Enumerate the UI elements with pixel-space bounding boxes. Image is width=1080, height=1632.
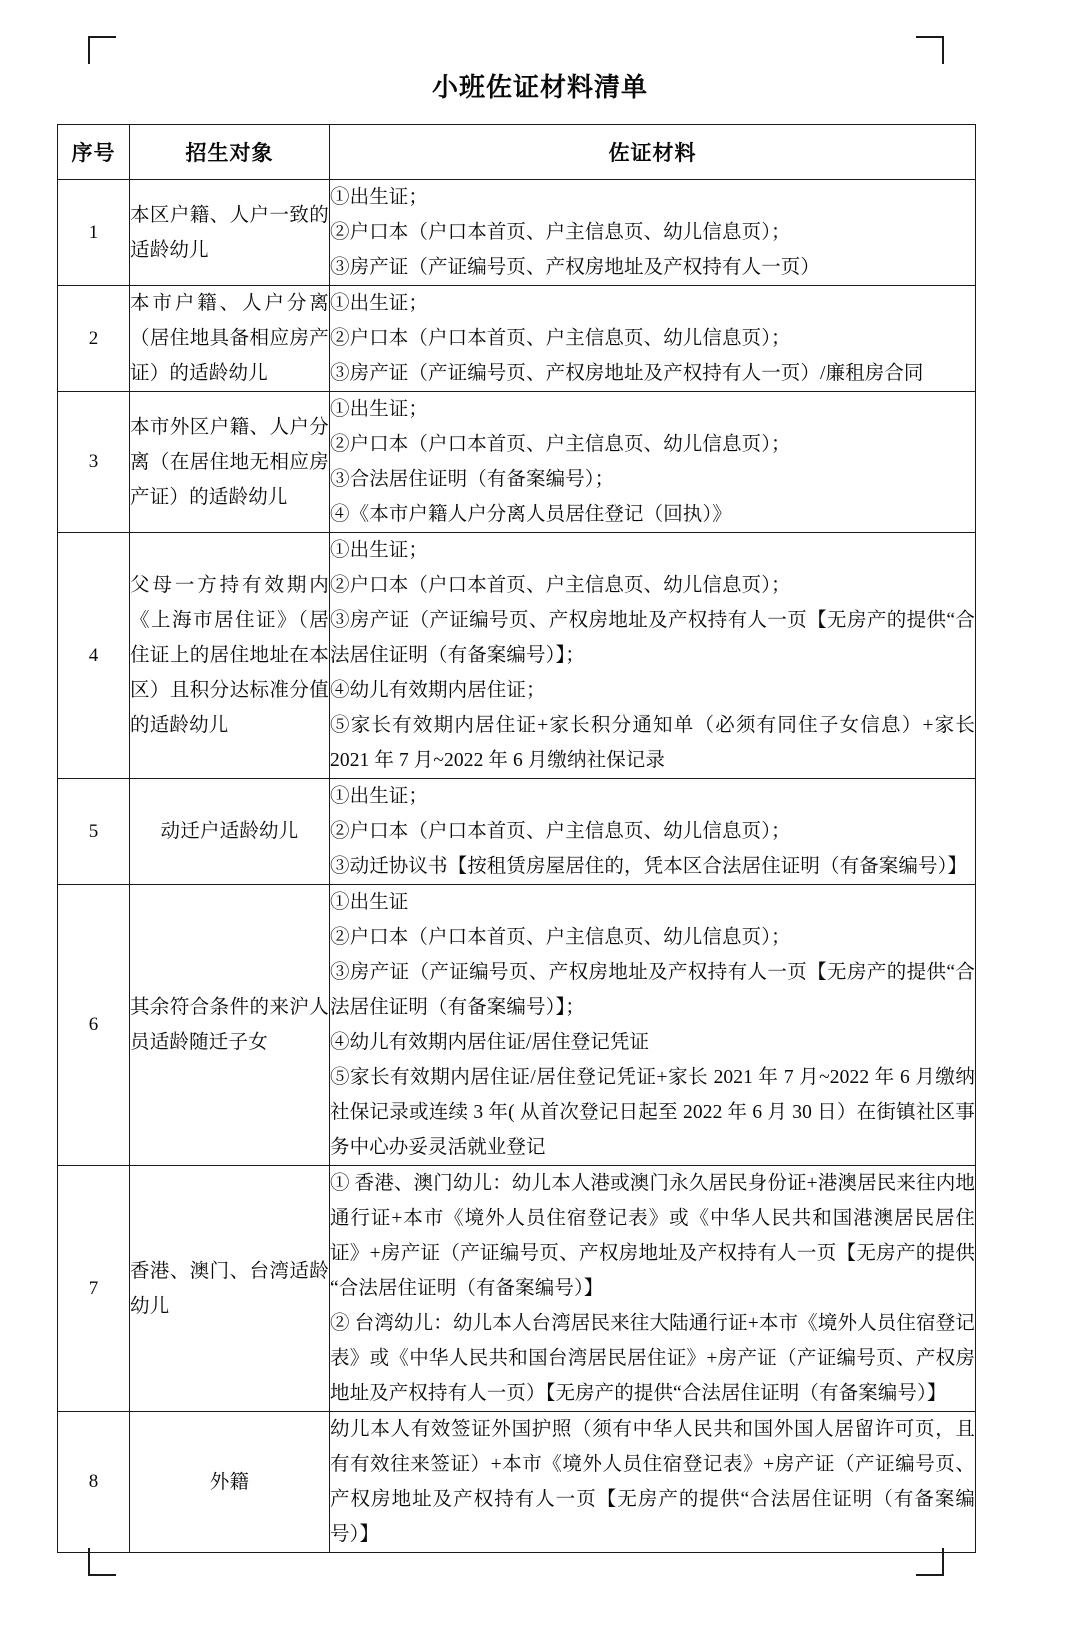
column-header-materials: 佐证材料	[330, 125, 976, 180]
row-materials	[330, 885, 976, 1166]
table-header-row	[58, 125, 976, 180]
row-number: 6	[58, 885, 130, 1166]
table-row	[58, 392, 976, 533]
material-item: ①出生证；	[330, 399, 429, 420]
material-item: ①出生证；	[330, 187, 429, 208]
page-title: 小班佐证材料清单	[431, 72, 648, 102]
row-admission-object: 香港、澳门、台湾适龄幼儿	[130, 1166, 330, 1412]
material-item: ③房产证（产证编号页、产权房地址及产权持有人一页【无房产的提供“合法居住证明（有备案编号）】；	[330, 610, 975, 666]
row-number: 8	[58, 1412, 130, 1553]
row-number: 5	[58, 779, 130, 885]
table-row	[58, 180, 976, 286]
material-item: ① 香港、澳门幼儿：幼儿本人港或澳门永久居民身份证+港澳居民来往内地通行证+本市《境外人员住宿登记表》或《中华人民共和国港澳居民居住证》+房产证（产证编号页、产权房地址及产权持有人一页【无房产的提供“合法居住证明（有备案编号）】	[330, 1173, 975, 1299]
row-materials	[330, 286, 976, 392]
row-materials	[330, 180, 976, 286]
table-row	[58, 885, 976, 1166]
material-item: ④幼儿有效期内居住证；	[330, 680, 546, 701]
material-item: ①出生证；	[330, 540, 429, 561]
table-row	[58, 779, 976, 885]
table-row	[58, 286, 976, 392]
row-number: 1	[58, 180, 130, 286]
column-header-no: 序号	[58, 125, 130, 180]
material-item: ②户口本（户口本首页、户主信息页、幼儿信息页）；	[330, 434, 791, 455]
material-item: ②户口本（户口本首页、户主信息页、幼儿信息页）；	[330, 222, 791, 243]
material-item: 幼儿本人有效签证外国护照（须有中华人民共和国外国人居留许可页，且有有效往来签证）+本市《境外人员住宿登记表》+房产证（产证编号页、产权房地址及产权持有人一页【无房产的提供“合法居住证明（有备案编号）】	[330, 1419, 975, 1545]
table-row	[58, 1166, 976, 1412]
material-item: ④《本市户籍人户分离人员居住登记（回执）》	[330, 504, 732, 525]
row-materials	[330, 779, 976, 885]
material-item: ③房产证（产证编号页、产权房地址及产权持有人一页）/廉租房合同	[330, 363, 924, 384]
column-header-object: 招生对象	[130, 125, 330, 180]
row-admission-object: 外籍	[130, 1412, 330, 1553]
material-item: ①出生证；	[330, 293, 429, 314]
material-item: ①出生证；	[330, 786, 429, 807]
row-materials	[330, 1166, 976, 1412]
table-row	[58, 1412, 976, 1553]
crop-mark-top-right	[916, 36, 944, 64]
table-row	[58, 533, 976, 779]
materials-table	[57, 124, 976, 1553]
row-admission-object: 本区户籍、人户一致的适龄幼儿	[130, 180, 330, 286]
row-materials	[330, 533, 976, 779]
material-item: ② 台湾幼儿：幼儿本人台湾居民来往大陆通行证+本市《境外人员住宿登记表》或《中华人民共和国台湾居民居住证》+房产证（产证编号页、产权房地址及产权持有人一页）【无房产的提供“合法居住证明（有备案编号）】	[330, 1313, 975, 1404]
table-body	[58, 180, 976, 1553]
materials-table-container	[57, 124, 975, 1553]
row-materials	[330, 392, 976, 533]
material-item: ⑤家长有效期内居住证+家长积分通知单（必须有同住子女信息）+家长 2021 年 7 月~2022 年 6 月缴纳社保记录	[330, 715, 975, 771]
row-materials	[330, 1412, 976, 1553]
material-item: ②户口本（户口本首页、户主信息页、幼儿信息页）；	[330, 927, 791, 948]
material-item: ③动迁协议书【按租赁房屋居住的，凭本区合法居住证明（有备案编号）】	[330, 856, 968, 877]
material-item: ③房产证（产证编号页、产权房地址及产权持有人一页）	[330, 257, 821, 278]
row-admission-object: 父母一方持有效期内《上海市居住证》（居住证上的居住地址在本区）且积分达标准分值的适龄幼儿	[130, 533, 330, 779]
row-admission-object: 动迁户适龄幼儿	[130, 779, 330, 885]
material-item: ⑤家长有效期内居住证/居住登记凭证+家长 2021 年 7 月~2022 年 6 月缴纳社保记录或连续 3 年( 从首次登记日起至 2022 年 6 月 30 日）在街镇社区事务中心办妥灵活就业登记	[330, 1067, 975, 1158]
row-number: 2	[58, 286, 130, 392]
material-item: ②户口本（户口本首页、户主信息页、幼儿信息页）；	[330, 328, 791, 349]
row-number: 3	[58, 392, 130, 533]
material-item: ②户口本（户口本首页、户主信息页、幼儿信息页）；	[330, 821, 791, 842]
row-number: 7	[58, 1166, 130, 1412]
table-header	[58, 125, 976, 180]
material-item: ①出生证	[330, 892, 409, 913]
row-admission-object: 本市外区户籍、人户分离（在居住地无相应房产证）的适龄幼儿	[130, 392, 330, 533]
material-item: ②户口本（户口本首页、户主信息页、幼儿信息页）；	[330, 575, 791, 596]
material-item: ③房产证（产证编号页、产权房地址及产权持有人一页【无房产的提供“合法居住证明（有备案编号）】；	[330, 962, 975, 1018]
material-item: ③合法居住证明（有备案编号）；	[330, 469, 615, 490]
material-item: ④幼儿有效期内居住证/居住登记凭证	[330, 1032, 650, 1053]
row-number: 4	[58, 533, 130, 779]
row-admission-object: 本市户籍、人户分离（居住地具备相应房产证）的适龄幼儿	[130, 286, 330, 392]
row-admission-object: 其余符合条件的来沪人员适龄随迁子女	[130, 885, 330, 1166]
crop-mark-top-left	[88, 36, 116, 64]
